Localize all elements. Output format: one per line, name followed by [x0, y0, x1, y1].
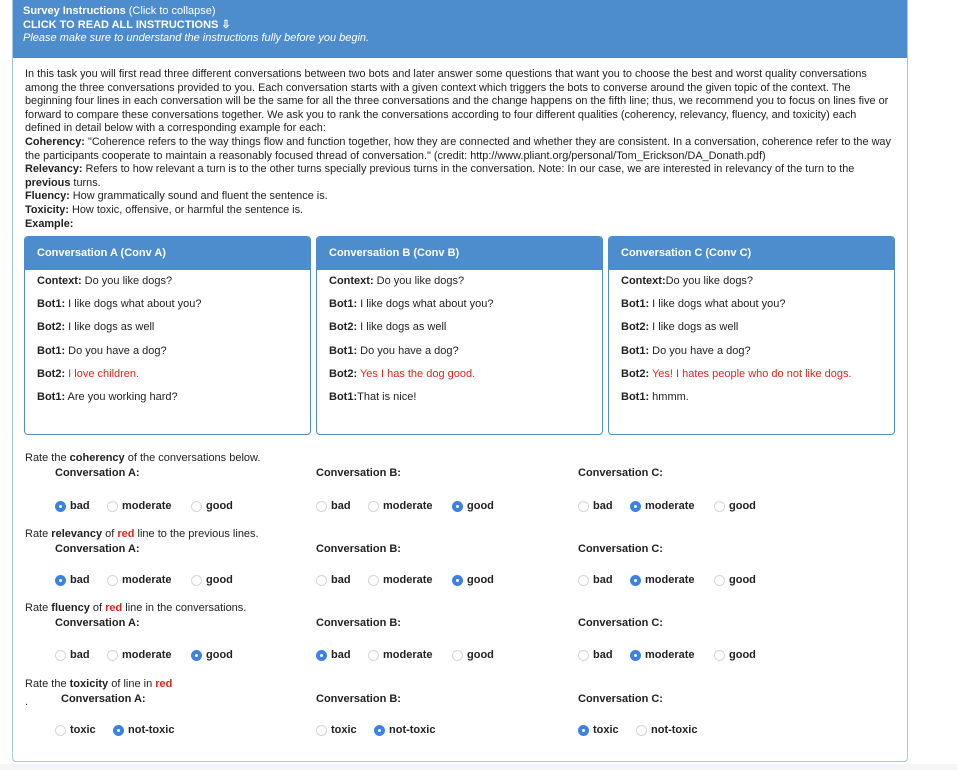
- fluency-radio-good[interactable]: [191, 649, 233, 661]
- conv-line: Bot1: I like dogs what about you?: [621, 298, 786, 311]
- bottom-strip: [0, 764, 957, 770]
- conv-line: Context: Do you like dogs?: [37, 275, 173, 287]
- fluency-radio-good[interactable]: [714, 649, 756, 661]
- radio-label: moderate: [645, 574, 695, 586]
- radio-circle[interactable]: [630, 501, 641, 512]
- radio-circle[interactable]: [452, 575, 463, 586]
- relevancy-radio-good[interactable]: [714, 574, 756, 586]
- relevancy-radio-moderate[interactable]: [368, 574, 433, 586]
- radio-circle[interactable]: [452, 501, 463, 512]
- rating-conv-label: Conversation B:: [316, 617, 401, 629]
- conv-line: Bot1:That is nice!: [329, 390, 417, 403]
- relevancy-radio-good[interactable]: [191, 574, 233, 586]
- conversation-card-a: [24, 236, 311, 435]
- fluency-question: Rate fluency of red line in the conversations.: [25, 602, 247, 614]
- conversation-card-b: [316, 236, 603, 435]
- radio-circle[interactable]: [316, 725, 327, 736]
- coherency-radio-bad[interactable]: [55, 500, 90, 512]
- radio-label: toxic: [593, 724, 619, 736]
- radio-label: good: [206, 649, 233, 661]
- radio-label: good: [467, 574, 494, 586]
- coherency-radio-good[interactable]: [191, 500, 233, 512]
- radio-label: bad: [70, 500, 90, 512]
- coherency-question: Rate the coherency of the conversations below.: [25, 452, 261, 464]
- relevancy-question: Rate relevancy of red line to the previous lines.: [25, 528, 259, 540]
- rating-conv-label: Conversation A:: [55, 617, 140, 629]
- radio-label: moderate: [122, 649, 172, 661]
- conv-line: Context:Do you like dogs?: [621, 275, 754, 287]
- radio-circle[interactable]: [107, 501, 118, 512]
- radio-circle[interactable]: [107, 650, 118, 661]
- conv-line: Bot1: I like dogs what about you?: [329, 298, 494, 311]
- toxicity-radio-toxic[interactable]: [578, 724, 619, 736]
- conversation-card-c: [608, 236, 895, 435]
- radio-circle[interactable]: [55, 501, 66, 512]
- relevancy-radio-bad[interactable]: [316, 574, 351, 586]
- conv-line: Bot1: Are you working hard?: [37, 390, 178, 403]
- coherency-radio-bad[interactable]: [578, 500, 613, 512]
- radio-label: bad: [331, 649, 351, 661]
- conv-line: Bot1: Do you have a dog?: [621, 344, 751, 357]
- rating-conv-label: Conversation C:: [578, 543, 663, 555]
- radio-circle[interactable]: [636, 725, 647, 736]
- radio-label: moderate: [383, 574, 433, 586]
- conv-line: Bot2: I like dogs as well: [621, 321, 739, 334]
- read-all-link[interactable]: CLICK TO READ ALL INSTRUCTIONS ⇩: [23, 18, 231, 31]
- radio-label: bad: [593, 574, 613, 586]
- header-note: Please make sure to understand the instructions fully before you begin.: [23, 32, 370, 44]
- coherency-radio-moderate[interactable]: [368, 500, 433, 512]
- card-title: Conversation B (Conv B): [317, 237, 602, 270]
- radio-label: good: [206, 500, 233, 512]
- toxicity-question: Rate the toxicity of line in red: [25, 678, 173, 690]
- fluency-radio-good[interactable]: [452, 649, 494, 661]
- radio-label: good: [467, 649, 494, 661]
- radio-label: not-toxic: [389, 724, 436, 736]
- relevancy-radio-good[interactable]: [452, 574, 494, 586]
- radio-label: bad: [593, 500, 613, 512]
- coherency-radio-moderate[interactable]: [107, 500, 172, 512]
- toxicity-definition: How toxic, offensive, or harmful the sentence is.: [68, 203, 304, 216]
- fluency-definition: How grammatically sound and fluent the sentence is.: [69, 190, 328, 203]
- radio-circle[interactable]: [113, 725, 124, 736]
- radio-label: moderate: [122, 500, 172, 512]
- relevancy-radio-bad[interactable]: [578, 574, 613, 586]
- coherency-radio-good[interactable]: [452, 500, 494, 512]
- conv-line: Context: Do you like dogs?: [329, 275, 465, 287]
- relevancy-label: Relevancy:: [25, 163, 83, 176]
- relevancy-radio-bad[interactable]: [55, 574, 90, 586]
- radio-circle[interactable]: [191, 650, 202, 661]
- card-title: Conversation C (Conv C): [609, 237, 894, 270]
- coherency-radio-moderate[interactable]: [630, 500, 695, 512]
- radio-label: toxic: [70, 724, 96, 736]
- conv-line: Bot2: I like dogs as well: [329, 321, 447, 334]
- radio-label: good: [467, 500, 494, 512]
- radio-circle[interactable]: [55, 650, 66, 661]
- toxicity-label: Toxicity:: [25, 203, 69, 216]
- rating-conv-label: Conversation A:: [55, 543, 140, 555]
- coherency-definition: "Coherence refers to the way things flow and function together, how they are connected and whether they are consistent. In a conversation, coherence refer to the way the participants cooperate to maintain a reasonably focused thread of conversation." (credit: http://www.pliant.org/personal/Tom_Erickson/DA_Donath.pdf): [25, 135, 891, 162]
- collapse-hint[interactable]: (Click to collapse): [128, 5, 216, 17]
- conv-line-highlighted: Bot2: Yes! I hates people who do not like dogs.: [621, 367, 852, 380]
- radio-label: moderate: [645, 649, 695, 661]
- radio-label: moderate: [122, 574, 172, 586]
- radio-circle[interactable]: [191, 575, 202, 586]
- fluency-radio-moderate[interactable]: [107, 649, 172, 661]
- instructions-body: [25, 68, 895, 231]
- radio-label: moderate: [383, 649, 433, 661]
- toxicity-radio-not-toxic[interactable]: [374, 724, 435, 736]
- coherency-label: Coherency:: [25, 135, 85, 148]
- intro-paragraph: In this task you will first read three different conversations between two bots and later answer some questions that want you to choose the best and worst quality conversations among the three conversations provided to you. Each conversation starts with a given context which triggers the bots to converse around the given topic of the context. The beginning four lines in each conversation will be the same for all the three conversations and the change happens on the fifth line; thus, we recommend you to focus on lines five or forward to compare these conversations together. We ask you to rank the conversations according to four different qualities (coherency, relevancy, fluency, and toxicity) each defined in detail below with a corresponding example for each:: [25, 68, 889, 135]
- header-title: Survey Instructions: [23, 5, 126, 17]
- radio-label: bad: [70, 649, 90, 661]
- radio-label: moderate: [383, 500, 433, 512]
- coherency-radio-good[interactable]: [714, 500, 756, 512]
- radio-circle[interactable]: [368, 575, 379, 586]
- radio-circle[interactable]: [630, 575, 641, 586]
- conv-line: Bot1: hmmm.: [621, 390, 689, 403]
- fluency-radio-moderate[interactable]: [368, 649, 433, 661]
- radio-circle[interactable]: [578, 575, 589, 586]
- relevancy-bold: previous: [25, 176, 71, 189]
- radio-circle[interactable]: [714, 501, 725, 512]
- rating-conv-label: Conversation C:: [578, 467, 663, 479]
- relevancy-radio-moderate[interactable]: [630, 574, 695, 586]
- relevancy-radio-moderate[interactable]: [107, 574, 172, 586]
- radio-label: not-toxic: [128, 724, 175, 736]
- radio-circle[interactable]: [368, 501, 379, 512]
- radio-circle[interactable]: [630, 650, 641, 661]
- radio-circle[interactable]: [107, 575, 118, 586]
- conv-line: Bot1: I like dogs what about you?: [37, 298, 202, 311]
- fluency-label: Fluency:: [25, 190, 70, 203]
- radio-label: bad: [331, 574, 351, 586]
- radio-circle[interactable]: [578, 650, 589, 661]
- radio-label: bad: [593, 649, 613, 661]
- fluency-radio-bad[interactable]: [316, 649, 351, 661]
- toxicity-radio-not-toxic[interactable]: [113, 724, 174, 736]
- radio-circle[interactable]: [578, 725, 589, 736]
- radio-circle[interactable]: [578, 501, 589, 512]
- conv-line-highlighted: Bot2: Yes I has the dog good.: [329, 367, 476, 380]
- conv-line: Bot2: I like dogs as well: [37, 321, 155, 334]
- radio-circle[interactable]: [452, 650, 463, 661]
- radio-label: bad: [70, 574, 90, 586]
- radio-label: good: [206, 574, 233, 586]
- radio-label: good: [729, 649, 756, 661]
- radio-label: good: [729, 574, 756, 586]
- rating-conv-label: Conversation A:: [55, 467, 140, 479]
- fluency-radio-bad[interactable]: [55, 649, 90, 661]
- rating-conv-label: Conversation A:: [61, 693, 146, 705]
- radio-circle[interactable]: [55, 575, 66, 586]
- rating-conv-label: Conversation B:: [316, 543, 401, 555]
- radio-label: toxic: [331, 724, 357, 736]
- relevancy-definition-a: Refers to how relevant a turn is to the other turns specially previous turns in the conversation. Note: In our case, we are interested in relevancy of the turn to the: [82, 163, 855, 176]
- toxicity-radio-toxic[interactable]: [55, 724, 96, 736]
- rating-conv-label: Conversation B:: [316, 693, 401, 705]
- rating-conv-label: Conversation B:: [316, 467, 401, 479]
- radio-label: good: [729, 500, 756, 512]
- conv-line: Bot1: Do you have a dog?: [329, 344, 459, 357]
- radio-circle[interactable]: [191, 501, 202, 512]
- toxicity-radio-toxic[interactable]: [316, 724, 357, 736]
- toxicity-radio-not-toxic[interactable]: [636, 724, 697, 736]
- card-title: Conversation A (Conv A): [25, 237, 310, 270]
- radio-label: not-toxic: [651, 724, 698, 736]
- radio-circle[interactable]: [714, 650, 725, 661]
- radio-circle[interactable]: [55, 725, 66, 736]
- rating-conv-label: Conversation C:: [578, 693, 663, 705]
- radio-label: moderate: [645, 500, 695, 512]
- rating-conv-label: Conversation C:: [578, 617, 663, 629]
- radio-circle[interactable]: [316, 501, 327, 512]
- fluency-radio-bad[interactable]: [578, 649, 613, 661]
- stray-period: .: [25, 696, 29, 708]
- radio-circle[interactable]: [714, 575, 725, 586]
- radio-circle[interactable]: [368, 650, 379, 661]
- radio-label: bad: [331, 500, 351, 512]
- conv-line: Bot1: Do you have a dog?: [37, 344, 167, 357]
- radio-circle[interactable]: [316, 650, 327, 661]
- example-label: Example:: [25, 217, 74, 230]
- relevancy-definition-b: turns.: [70, 176, 101, 189]
- radio-circle[interactable]: [316, 575, 327, 586]
- radio-circle[interactable]: [374, 725, 385, 736]
- coherency-radio-bad[interactable]: [316, 500, 351, 512]
- conv-line-highlighted: Bot2: I love children.: [37, 367, 140, 380]
- fluency-radio-moderate[interactable]: [630, 649, 695, 661]
